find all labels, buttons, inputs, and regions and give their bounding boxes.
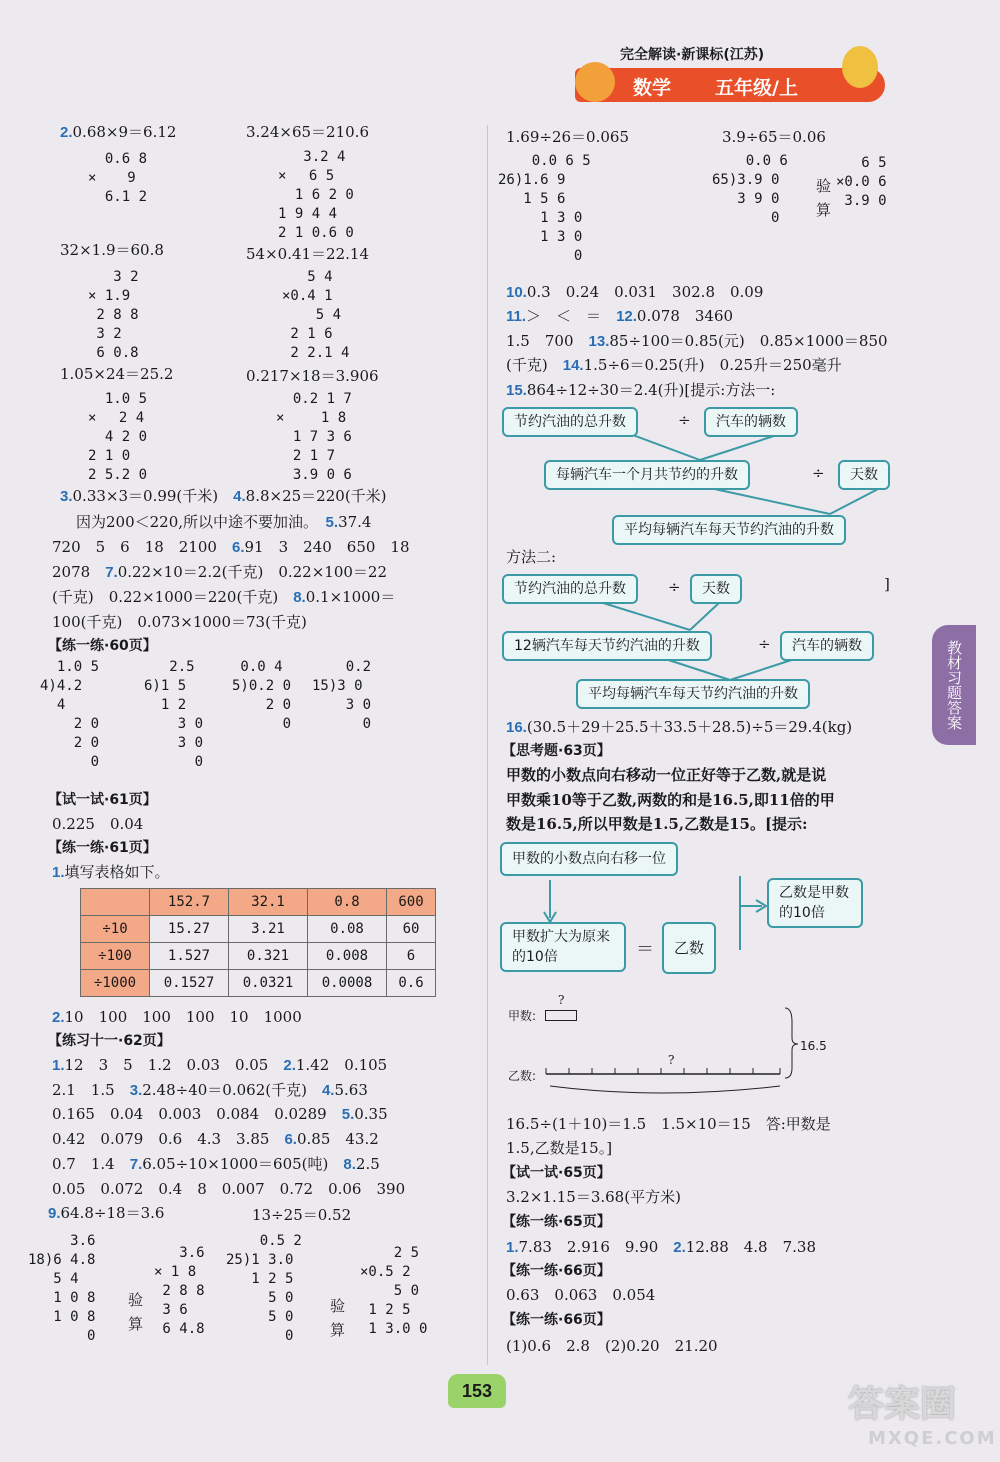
text: 甲数的小数点向右移动一位正好等于乙数,就是说 xyxy=(506,766,827,784)
text: 1.69÷26＝0.065 xyxy=(506,128,629,146)
text: 0.42 0.079 0.6 4.3 3.85 xyxy=(52,1130,270,1148)
table-header-row xyxy=(81,889,436,916)
text: 85÷100＝0.85(元) 0.85×1000＝850 xyxy=(609,332,888,350)
table-row xyxy=(81,943,436,970)
flow-box: 节约汽油的总升数 xyxy=(502,407,638,437)
data-table xyxy=(80,888,436,997)
long-division: 0.0 6 5 26)1.6 9 1 5 6 1 3 0 1 3 0 0 xyxy=(498,153,591,264)
vertical-calc: 1.0 5 × 2 4 4 2 0 2 1 0 2 5.2 0 xyxy=(88,391,148,483)
text: 0.05 0.072 0.4 8 0.007 0.72 0.06 390 xyxy=(52,1180,406,1198)
text: 1.5,乙数是15。] xyxy=(506,1139,613,1157)
long-division: 0.5 2 25)1 3.0 1 2 5 5 0 5 0 0 xyxy=(226,1233,302,1344)
q-number: 6. xyxy=(232,539,245,556)
vertical-calc: 3 2 × 1.9 2 8 8 3 2 6 0.8 xyxy=(88,269,139,361)
bracket: ] xyxy=(884,575,890,593)
text: 0.078 3460 xyxy=(636,307,734,325)
text: 方法二: xyxy=(506,548,557,566)
flow-box: 每辆汽车一个月共节约的升数 xyxy=(544,460,750,490)
flow-box: 节约汽油的总升数 xyxy=(502,574,638,604)
segment-label: 甲数: xyxy=(508,1009,537,1023)
table-cell: 600 xyxy=(387,889,436,916)
text: 3.9÷65＝0.06 xyxy=(722,128,826,146)
flow-box: 平均每辆汽车每天节约汽油的升数 xyxy=(576,679,810,709)
q-number: 1. xyxy=(52,864,65,881)
text: 12.88 4.8 7.38 xyxy=(685,1238,816,1256)
header-subject: 数学 xyxy=(633,77,672,99)
table-cell: 0.6 xyxy=(387,970,436,997)
text: 2.1 1.5 xyxy=(52,1081,115,1099)
table-cell: 32.1 xyxy=(229,889,308,916)
operator: ÷ xyxy=(678,411,691,429)
label-calc: 算 xyxy=(128,1315,144,1333)
text: 7.83 2.916 9.90 xyxy=(518,1238,659,1256)
text: 1.5÷6＝0.25(升) 0.25升＝250毫升 xyxy=(583,356,842,374)
segment-label: 乙数: xyxy=(508,1069,537,1083)
q-number: 1. xyxy=(52,1057,65,1074)
table-cell: 152.7 xyxy=(150,889,229,916)
q-number: 7. xyxy=(129,1156,143,1173)
vertical-calc: 0.6 8 × 9 6.1 2 xyxy=(88,151,148,205)
text: 0.22×10＝2.2(千克) 0.22×100＝22 xyxy=(117,563,388,581)
q-number: 15. xyxy=(506,382,527,399)
q-number: 9. xyxy=(48,1205,61,1222)
text: (1)0.6 2.8 (2)0.20 21.20 xyxy=(506,1337,718,1355)
text: 64.8÷18＝3.6 xyxy=(60,1204,165,1222)
text: 甲数乘10等于乙数,两数的和是16.5,即11倍的甲 xyxy=(506,791,835,809)
text: 数是16.5,所以甲数是1.5,乙数是15。[提示: xyxy=(506,815,808,833)
operator: ＝ xyxy=(636,939,654,960)
section-title: 【思考题·63页】 xyxy=(502,743,611,759)
label-calc: 算 xyxy=(330,1321,346,1339)
text: 0.7 1.4 xyxy=(52,1155,115,1173)
text: (千克) xyxy=(506,356,548,374)
segment-diagram xyxy=(540,1002,830,1102)
vertical-calc: 3.6 × 1 8 2 8 8 3 6 6 4.8 xyxy=(154,1245,205,1337)
q-number: 14. xyxy=(562,357,584,374)
text: 1.05×24＝25.2 xyxy=(60,365,174,383)
section-title: 【练一练·66页】 xyxy=(502,1312,611,1328)
vertical-calc: 0.2 1 7 × 1 8 1 7 3 6 2 1 7 3.9 0 6 xyxy=(276,391,352,483)
vertical-calc: 6 5 ×0.0 6 3.9 0 xyxy=(836,155,887,209)
section-title: 【练一练·65页】 xyxy=(502,1214,611,1230)
watermark-logo: 答案圈 xyxy=(848,1384,957,1425)
text: 0.85 43.2 xyxy=(296,1130,379,1148)
segment-question: ? xyxy=(668,1053,675,1067)
q-number: 4. xyxy=(233,488,246,505)
table-cell: 0.321 xyxy=(229,943,308,970)
table-cell: 0.08 xyxy=(308,916,387,943)
q-number: 5. xyxy=(325,514,339,531)
long-division: 1.0 5 4)4.2 4 2 0 2 0 0 xyxy=(40,659,100,770)
q-number: 8. xyxy=(343,1156,356,1173)
bird-left-icon xyxy=(575,62,615,102)
text: 0.33×3＝0.99(千米) xyxy=(72,487,219,505)
long-division: 3.6 18)6 4.8 5 4 1 0 8 1 0 8 0 xyxy=(28,1233,96,1344)
text: 因为200＜220,所以中途不要加油。 xyxy=(76,513,311,531)
text: 5.63 xyxy=(334,1081,368,1099)
label-verify: 验 xyxy=(816,177,832,195)
table-cell: 3.21 xyxy=(229,916,308,943)
label-verify: 验 xyxy=(330,1297,346,1315)
think-box: 甲数扩大为原来的10倍 xyxy=(500,922,626,972)
q-number: 2. xyxy=(52,1009,65,1026)
operator: ÷ xyxy=(758,635,771,653)
text: 1.42 0.105 xyxy=(295,1056,388,1074)
table-cell: 0.008 xyxy=(308,943,387,970)
text: ＞ ＜ ＝ xyxy=(526,307,602,325)
q-number: 7. xyxy=(105,564,118,581)
table-cell: ÷1000 xyxy=(81,970,150,997)
label-calc: 算 xyxy=(816,201,832,219)
table-cell: 1.527 xyxy=(150,943,229,970)
bird-right-icon xyxy=(842,46,878,88)
q-number: 2. xyxy=(283,1057,296,1074)
text: (千克) 0.22×1000＝220(千克) xyxy=(52,588,279,606)
segment-total: 16.5 xyxy=(800,1039,827,1053)
text: 32×1.9＝60.8 xyxy=(60,241,164,259)
think-box: 甲数的小数点向右移一位 xyxy=(500,842,678,876)
q-number: 5. xyxy=(341,1106,355,1123)
text: 3.24×65＝210.6 xyxy=(246,123,369,141)
text: 16.5÷(1＋10)＝1.5 1.5×10＝15 答:甲数是 xyxy=(506,1115,831,1133)
flow-box: 12辆汽车每天节约汽油的升数 xyxy=(502,631,712,661)
section-title: 【练一练·60页】 xyxy=(48,638,157,654)
table-cell: ÷100 xyxy=(81,943,150,970)
q-number: 2. xyxy=(60,124,73,141)
text: 0.217×18＝3.906 xyxy=(246,367,379,385)
column-divider xyxy=(487,125,488,1365)
text: 100(千克) 0.073×1000＝73(千克) xyxy=(52,613,307,631)
operator: ÷ xyxy=(668,578,681,596)
flow-box: 天数 xyxy=(838,460,890,490)
watermark-url: MXQE.COM xyxy=(868,1428,997,1449)
think-box: 乙数是甲数的10倍 xyxy=(767,878,863,928)
text: 1.5 700 xyxy=(506,332,574,350)
side-tab[interactable]: 教材习题答案 xyxy=(932,625,976,745)
text: 864÷12÷30＝2.4(升)[提示:方法一: xyxy=(526,381,776,399)
long-division: 2.5 6)1 5 1 2 3 0 3 0 0 xyxy=(144,659,204,770)
section-title: 【练一练·66页】 xyxy=(502,1263,611,1279)
text: 91 3 240 650 18 xyxy=(244,538,410,556)
q-number: 6. xyxy=(284,1131,297,1148)
section-title: 【试一试·61页】 xyxy=(48,792,157,808)
q-number: 2. xyxy=(673,1239,686,1256)
text: 2.48÷40＝0.062(千克) xyxy=(142,1081,307,1099)
text: 0.63 0.063 0.054 xyxy=(506,1286,656,1304)
vertical-calc: 2 5 ×0.5 2 5 0 1 2 5 1 3.0 0 xyxy=(360,1245,428,1337)
text: 2.5 xyxy=(355,1155,380,1173)
q-number: 13. xyxy=(588,333,610,350)
header-grade: 五年级/上 xyxy=(715,77,798,99)
table-row xyxy=(81,916,436,943)
header-series: 完全解读·新课标(江苏) xyxy=(620,47,765,63)
flow-box: 汽车的辆数 xyxy=(704,407,798,437)
text: 13÷25＝0.52 xyxy=(252,1206,352,1224)
table-cell: 60 xyxy=(387,916,436,943)
text: 0.165 0.04 0.003 0.084 0.0289 xyxy=(52,1105,327,1123)
text: (30.5＋29＋25.5＋33.5＋28.5)÷5＝29.4(kg) xyxy=(526,718,853,736)
long-division: 0.0 6 65)3.9 0 3 9 0 0 xyxy=(712,153,788,226)
table-cell xyxy=(81,889,150,916)
text: 12 3 5 1.2 0.03 0.05 xyxy=(64,1056,269,1074)
q-number: 12. xyxy=(616,308,637,325)
table-cell: 0.0321 xyxy=(229,970,308,997)
table-cell: 15.27 xyxy=(150,916,229,943)
text: 0.3 0.24 0.031 302.8 0.09 xyxy=(526,283,764,301)
text: 0.1×1000＝ xyxy=(305,588,396,606)
q-number: 3. xyxy=(129,1082,143,1099)
text: 3.2×1.15＝3.68(平方米) xyxy=(506,1188,681,1206)
table-cell: 0.0008 xyxy=(308,970,387,997)
section-title: 【练一练·61页】 xyxy=(48,840,157,856)
long-division: 0.2 15)3 0 3 0 0 xyxy=(312,659,372,732)
q-number: 10. xyxy=(506,284,527,301)
think-box: 乙数 xyxy=(662,922,716,974)
text: 6.05÷10×1000＝605(吨) xyxy=(142,1155,329,1173)
text: 0.225 0.04 xyxy=(52,815,144,833)
q-number: 1. xyxy=(506,1239,519,1256)
flow-box: 汽车的辆数 xyxy=(780,631,874,661)
q-number: 16. xyxy=(506,719,527,736)
table-row xyxy=(81,970,436,997)
page-number: 153 xyxy=(461,1381,493,1401)
text: 0.68×9＝6.12 xyxy=(72,123,177,141)
text: 10 100 100 100 10 1000 xyxy=(64,1008,302,1026)
q-number: 11. xyxy=(506,308,527,325)
header-band xyxy=(575,68,885,102)
q-number: 3. xyxy=(60,488,73,505)
table-cell: ÷10 xyxy=(81,916,150,943)
segment-question: ? xyxy=(558,993,565,1007)
text: 2078 xyxy=(52,563,91,581)
text: 37.4 xyxy=(338,513,372,531)
text: 填写表格如下。 xyxy=(64,863,170,881)
vertical-calc: 3.2 4 × 6 5 1 6 2 0 1 9 4 4 2 1 0.6 0 xyxy=(278,149,354,241)
text: 8.8×25＝220(千米) xyxy=(245,487,387,505)
q-number: 4. xyxy=(321,1082,335,1099)
text: 54×0.41＝22.14 xyxy=(246,245,369,263)
flow-box: 平均每辆汽车每天节约汽油的升数 xyxy=(612,515,846,545)
q-number: 8. xyxy=(293,589,306,606)
text: 720 5 6 18 2100 xyxy=(52,538,217,556)
table-cell: 0.8 xyxy=(308,889,387,916)
section-title: 【练习十一·62页】 xyxy=(48,1033,171,1049)
operator: ÷ xyxy=(812,464,825,482)
vertical-calc: 5 4 ×0.4 1 5 4 2 1 6 2 2.1 4 xyxy=(282,269,350,361)
table-cell: 0.1527 xyxy=(150,970,229,997)
page-number-badge xyxy=(448,1374,506,1408)
text: 0.35 xyxy=(354,1105,388,1123)
table-cell: 6 xyxy=(387,943,436,970)
label-verify: 验 xyxy=(128,1291,144,1309)
section-title: 【试一试·65页】 xyxy=(502,1165,611,1181)
flow-box: 天数 xyxy=(690,574,742,604)
long-division: 0.0 4 5)0.2 0 2 0 0 xyxy=(232,659,292,732)
